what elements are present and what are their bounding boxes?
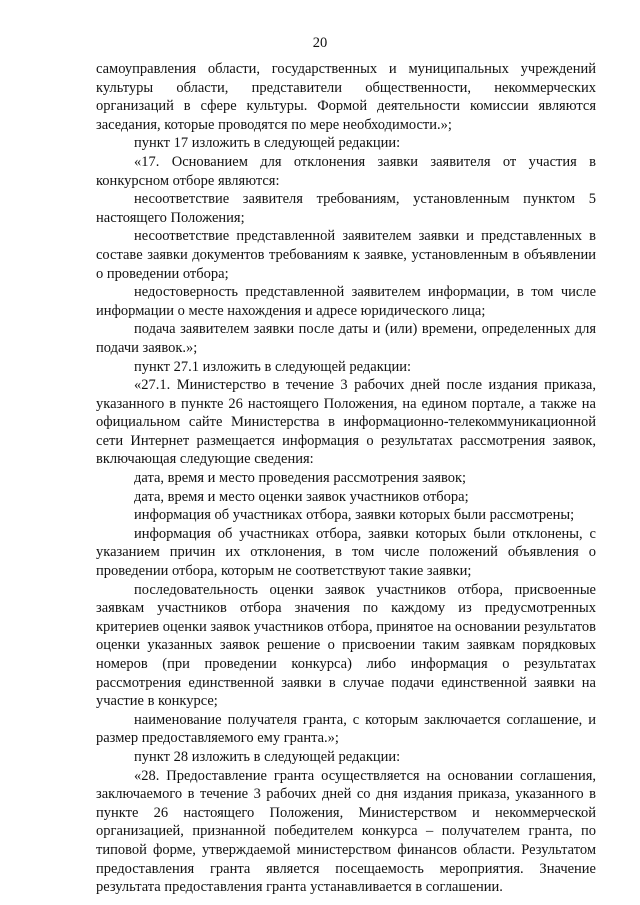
paragraph-8: пункт 27.1 изложить в следующей редакции: [134, 358, 412, 375]
paragraph-6: недостоверность представленной заявителем информации, в том числе информации о месте нахождения и адресе юридического лица; [96, 284, 596, 319]
paragraph-5: несоответствие представленной заявителем заявки и представленных в составе заявки документов требованиям к заявке, установленным в объявлении о проведении отбора; [96, 228, 596, 282]
paragraph-16: пункт 28 изложить в следующей редакции: [134, 748, 401, 765]
paragraph-4: несоответствие заявителя требованиям, установленным пунктом 5 настоящего Положения; [96, 191, 596, 226]
paragraph-10: дата, время и место проведения рассмотрения заявок; [134, 470, 467, 487]
paragraph-12: информация об участниках отбора, заявки которых были рассмотрены; [134, 507, 575, 524]
paragraph-17: «28. Предоставление гранта осуществляется на основании соглашения, заключаемого в течение 3 рабочих дней со дня издания приказа, указанного в пункте 26 настоящего Положения, Министерством и некоммерческой организацией, признанной победителем конкурса – получателем гранта, по типовой форме, утверждаемой министерством финансов области. Результатом предоставления гранта является посещаемость мероприятия. Значение результата предоставления гранта устанавливается в соглашении. [96, 767, 596, 896]
paragraph-15: наименование получателя гранта, с которым заключается соглашение, и размер предоставляемого ему гранта.»; [96, 711, 596, 747]
paragraph-7: подача заявителем заявки после даты и (или) времени, определенных для подачи заявок.»; [96, 321, 596, 356]
paragraph-1: самоуправления области, государственных и муниципальных учреждений культуры области, представители общественности, некоммерческих организаций в сфере культуры. Формой деятельности комиссии являются заседания, которые проводятся по мере необходимости.»; [96, 61, 596, 133]
page-number: 20 [312, 35, 328, 51]
document-body [96, 60, 596, 897]
paragraph-3: «17. Основанием для отклонения заявки заявителя от участия в конкурсном отборе являются: [96, 153, 596, 189]
paragraph-2: пункт 17 изложить в следующей редакции: [134, 135, 401, 152]
paragraph-13: информация об участниках отбора, заявки которых были отклонены, с указанием причин их отклонения, в том числе положений объявления о проведении отбора, которым не соответствуют такие заявки; [96, 525, 596, 580]
paragraph-14: последовательность оценки заявок участников отбора, присвоенные заявкам участников отбора значения по каждому из предусмотренных критериев оценки заявок участников отбора, принятое на основании результатов оценки указанных заявок решение о присвоении таким заявкам порядковых номеров (при проведении конкурса) либо информация о результатах рассмотрения единственной заявки в случае подачи единственной заявки на участие в конкурсе; [96, 581, 596, 710]
paragraph-11: дата, время и место оценки заявок участников отбора; [134, 488, 469, 505]
paragraph-9: «27.1. Министерство в течение 3 рабочих дней после издания приказа, указанного в пункте 26 настоящего Положения, на едином портале, а также на официальном сайте Министерства в информационно-телекоммуникационной сети Интернет размещается информация о результатах рассмотрения заявок, включающая следующие сведения: [96, 377, 596, 468]
